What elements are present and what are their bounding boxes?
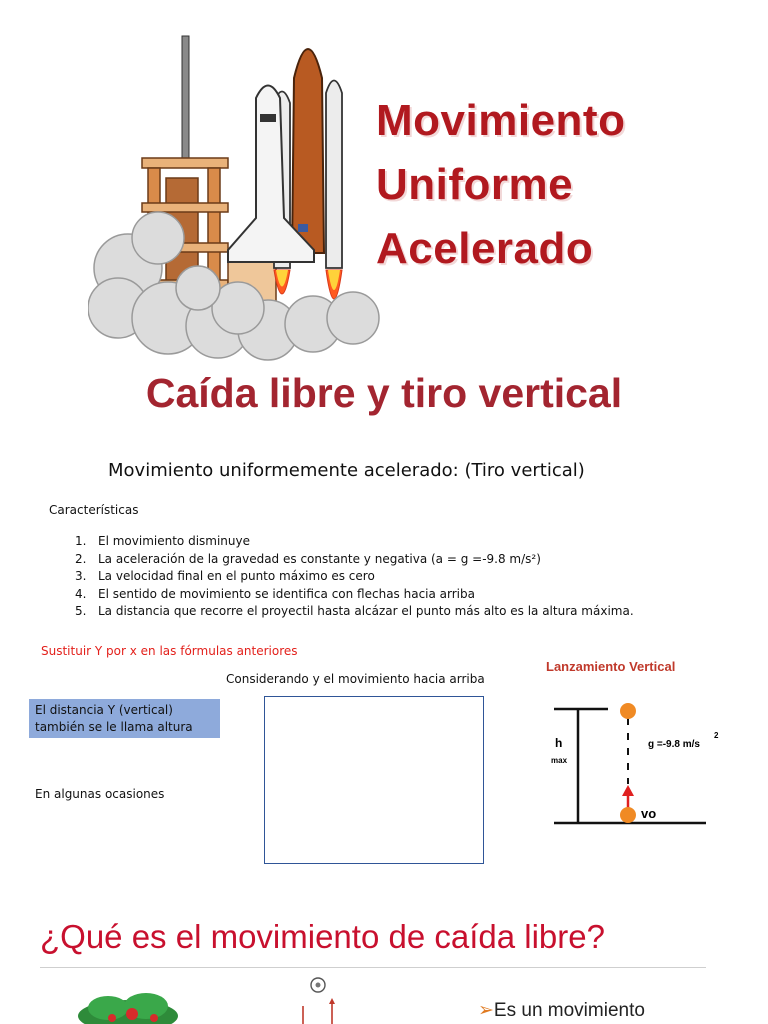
list-item: 4. El sentido de movimiento se identifica con flechas hacia arriba: [75, 586, 475, 601]
hero-title-line-2: Uniforme: [376, 160, 574, 209]
characteristics-label: Características: [49, 503, 139, 517]
list-item: 1. El movimiento disminuye: [75, 534, 250, 548]
v0-label: vo: [641, 806, 657, 821]
height-note-line-2: también se le llama altura: [35, 720, 193, 734]
falling-ball-icon: [294, 972, 338, 1024]
hero-title-line-1: Movimiento: [376, 96, 626, 145]
occasions-note: En algunas ocasiones: [35, 787, 165, 801]
gravity-exponent: 2: [714, 731, 719, 740]
list-item: 2. La aceleración de la gravedad es constante y negativa (a = g =-9.8 m/s²): [75, 551, 541, 566]
substitute-note: Sustituir Y por x en las fórmulas anteriores: [41, 644, 298, 658]
hero-title-line-3: Acelerado: [376, 224, 594, 273]
height-note-line-1: El distancia Y (vertical): [35, 703, 173, 717]
subtitle: Movimiento uniformemente acelerado: (Tiro vertical): [108, 460, 585, 481]
section-divider: [40, 967, 706, 968]
formula-placeholder-box: [264, 696, 484, 864]
vertical-launch-diagram: [540, 652, 730, 834]
definition-text: Es un movimiento: [493, 1000, 645, 1021]
tree-icon: [68, 990, 188, 1024]
height-label: h: [555, 736, 563, 750]
section-title: ¿Qué es el movimiento de caída libre?: [40, 918, 605, 955]
ball-bottom-icon: [620, 807, 636, 823]
arrow-bullet-icon: ➢: [478, 1000, 494, 1021]
arrow-up-icon: [622, 785, 634, 796]
list-item: 3. La velocidad final en el punto máximo es cero: [75, 569, 375, 584]
definition-bullet: [478, 999, 645, 1022]
max-label: max: [551, 756, 568, 765]
rocket-launch-illustration: [88, 18, 388, 363]
gravity-label: g =-9.8 m/s: [648, 739, 700, 750]
height-note-box: [29, 699, 220, 738]
characteristics-list: [75, 533, 634, 621]
page-title: Caída libre y tiro vertical: [145, 370, 623, 416]
considering-note: Considerando y el movimiento hacia arriba: [226, 672, 485, 686]
list-item: 5. La distancia que recorre el proyectil hasta alcázar el punto más alto es la altura máxima.: [75, 604, 634, 619]
diagram-title: Lanzamiento Vertical: [546, 659, 676, 674]
ball-top-icon: [620, 703, 636, 719]
